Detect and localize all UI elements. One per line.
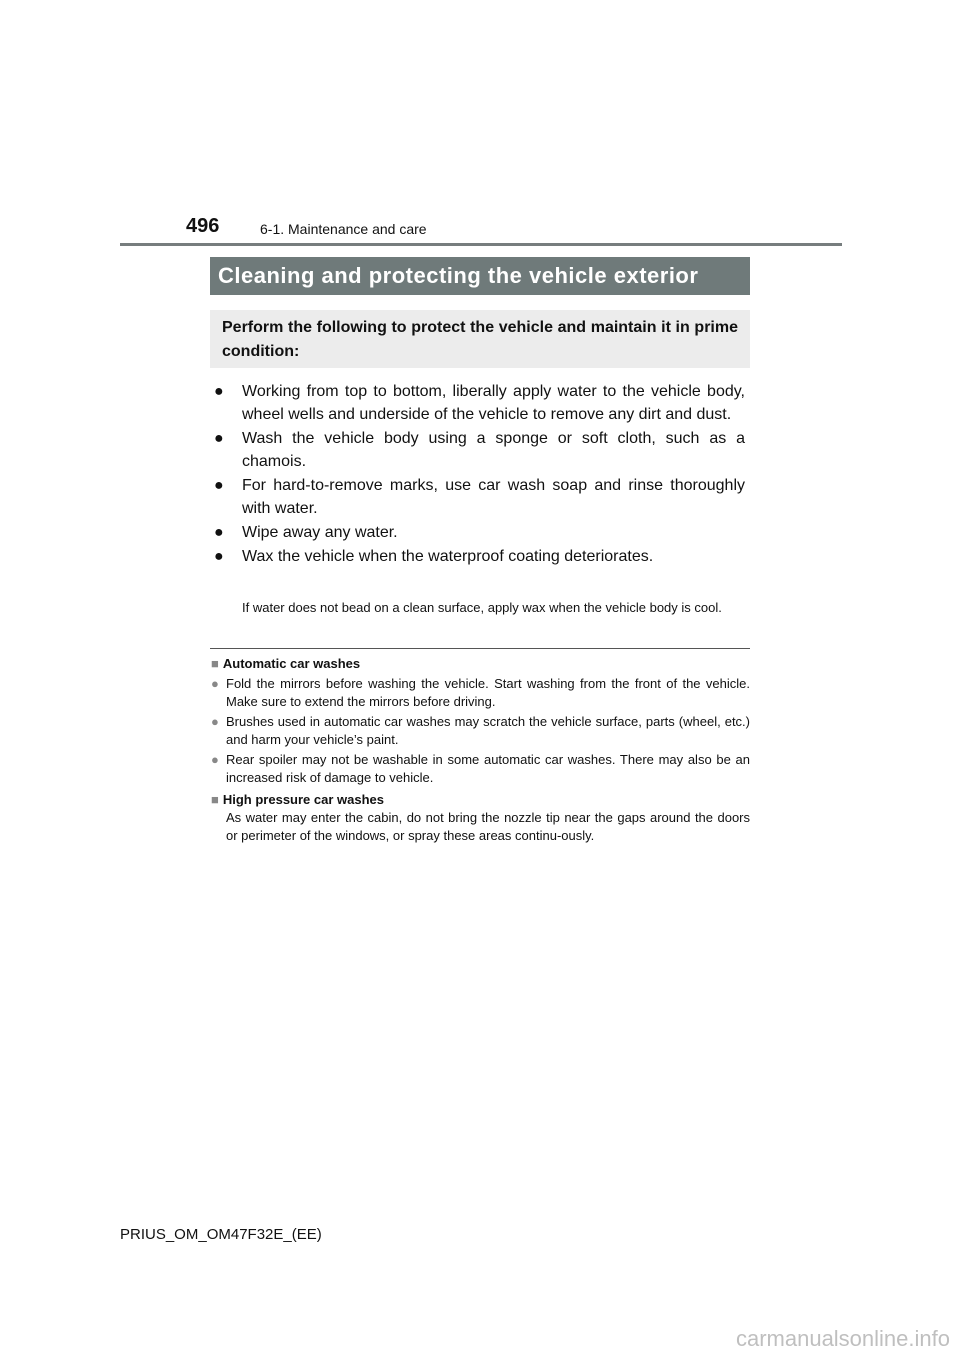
bullet-icon: ●	[211, 752, 219, 767]
bullet-icon: ●	[214, 548, 224, 565]
note-text: Fold the mirrors before washing the vehicle. Start washing from the front of the vehicle. Make sure to extend the mirrors before driving.	[226, 676, 750, 709]
note-item	[211, 751, 750, 787]
note-text: Brushes used in automatic car washes may scratch the vehicle surface, parts (wheel, etc.) and harm your vehicle’s paint.	[226, 714, 750, 747]
bullet-icon: ●	[211, 676, 219, 691]
watermark: carmanualsonline.info	[735, 1326, 950, 1351]
step-list	[214, 380, 745, 569]
step-text: For hard-to-remove marks, use car wash soap and rinse thoroughly with water.	[242, 477, 745, 517]
wax-note: If water does not bead on a clean surface, apply wax when the vehicle body is cool.	[242, 600, 722, 615]
note-heading-automatic	[211, 655, 750, 673]
notes-section	[211, 655, 750, 845]
step-item	[214, 427, 745, 473]
note-heading-text: High pressure car washes	[222, 792, 384, 807]
section-label: 6-1. Maintenance and care	[260, 221, 427, 237]
section-title: Cleaning and protecting the vehicle exterior	[210, 257, 750, 295]
bullet-icon: ●	[211, 714, 219, 729]
square-icon: ■	[211, 656, 219, 671]
step-text: Working from top to bottom, liberally apply water to the vehicle body, wheel wells and underside of the vehicle to remove any dirt and dust.	[242, 383, 745, 423]
note-heading-high-pressure	[211, 791, 750, 809]
note-text: Rear spoiler may not be washable in some automatic car washes. There may also be an increased risk of damage to vehicle.	[226, 752, 750, 785]
bullet-icon: ●	[214, 383, 224, 400]
step-text: Wipe away any water.	[242, 524, 398, 541]
bullet-icon: ●	[214, 524, 224, 541]
bullet-icon: ●	[214, 430, 224, 447]
bullet-icon: ●	[214, 477, 224, 494]
step-item	[214, 545, 745, 568]
note-item	[211, 713, 750, 749]
page-number: 496	[186, 215, 220, 237]
notes-rule	[210, 648, 750, 649]
note-item	[211, 675, 750, 711]
step-item	[214, 521, 745, 544]
note-paragraph: As water may enter the cabin, do not bring the nozzle tip near the gaps around the doors or perimeter of the windows, or spray these areas continu-ously.	[226, 810, 750, 843]
square-icon: ■	[211, 792, 219, 807]
footer-code: PRIUS_OM_OM47F32E_(EE)	[120, 1226, 322, 1243]
header-rule	[120, 243, 842, 246]
step-item	[214, 474, 745, 520]
step-text: Wash the vehicle body using a sponge or soft cloth, such as a chamois.	[242, 430, 745, 470]
step-item	[214, 380, 745, 426]
note-heading-text: Automatic car washes	[222, 656, 361, 671]
intro-box: Perform the following to protect the vehicle and maintain it in prime condition:	[210, 310, 750, 368]
step-text: Wax the vehicle when the waterproof coating deteriorates.	[242, 548, 654, 565]
